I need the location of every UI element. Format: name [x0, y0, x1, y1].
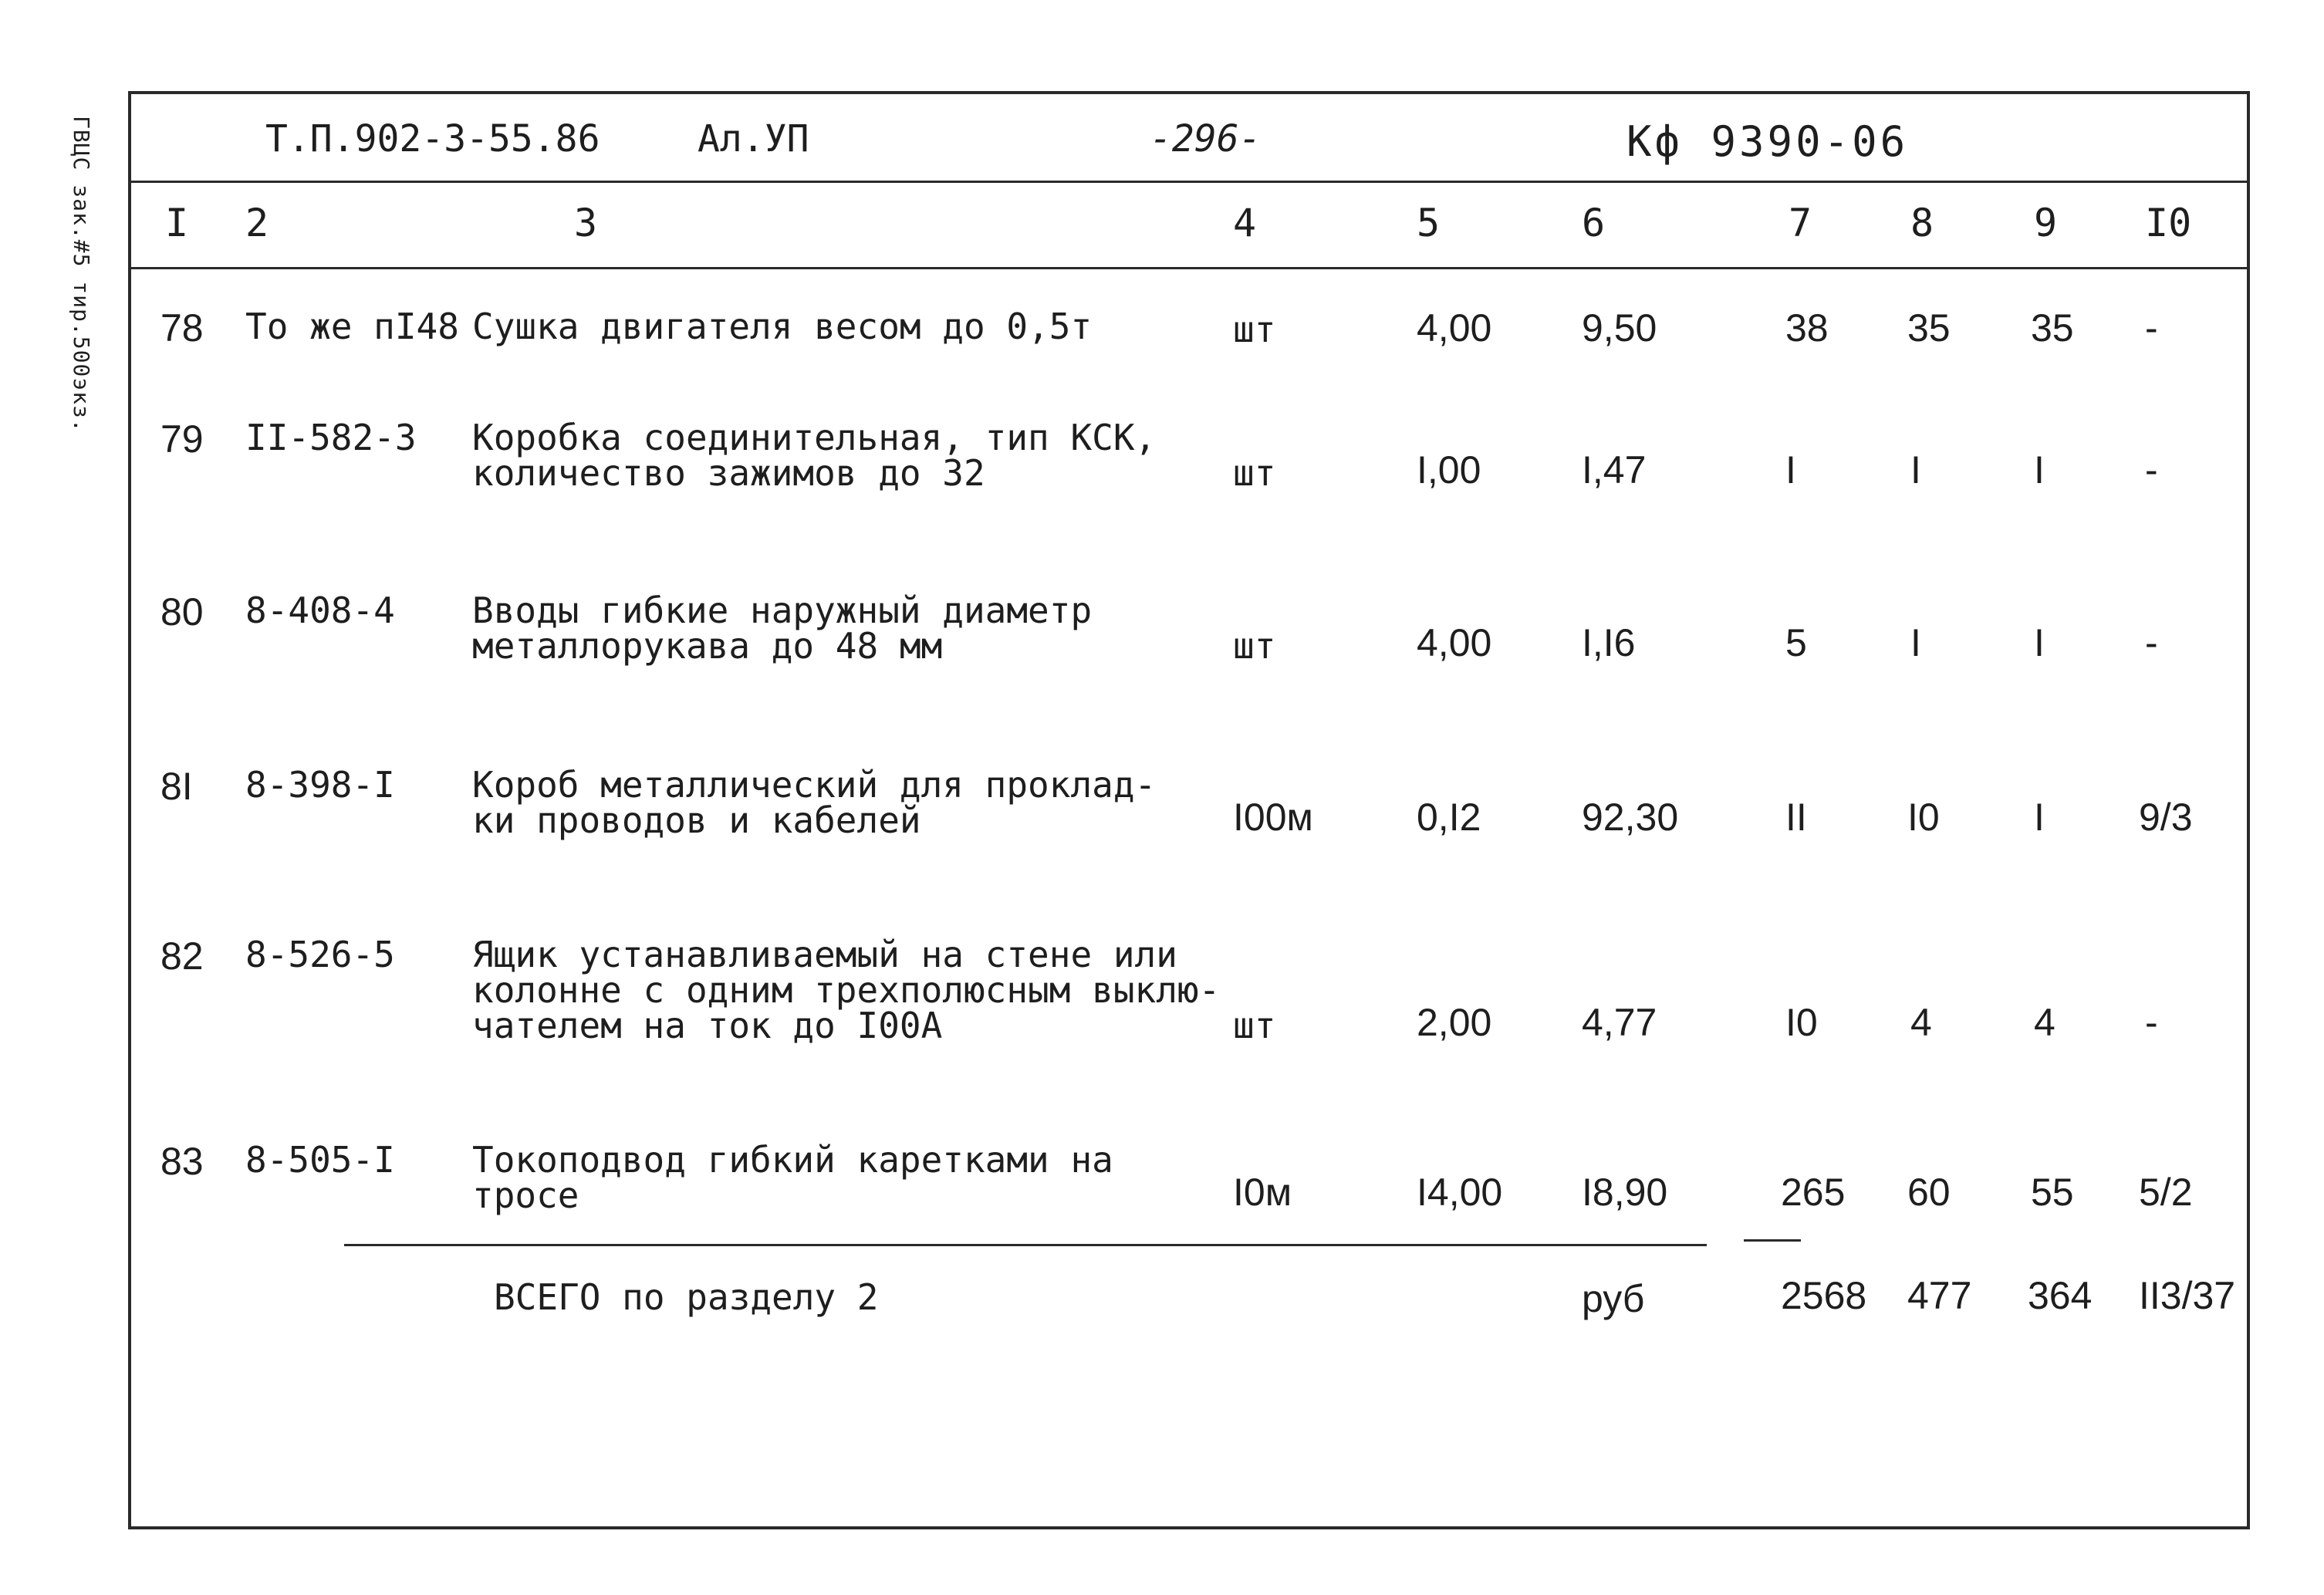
row-82-desc-line-1: Ящик устанавливаемый на стене или: [472, 934, 1177, 975]
row-83-desc-line-2: тросе: [472, 1174, 579, 1216]
row-79-desc-line-1: Коробка соединительная, тип КСК,: [472, 417, 1157, 458]
row-78-number: 78: [160, 306, 204, 350]
row-83-col10: 5/2: [2139, 1171, 2193, 1214]
total-col10: II3/37: [2139, 1274, 2236, 1317]
row-80-col10: -: [2145, 621, 2158, 664]
row-80-unit: шт: [1233, 625, 1276, 667]
row-82-qty: 2,00: [1417, 1001, 1492, 1044]
row-81-col8: I0: [1907, 796, 1940, 839]
row-80-col7: 5: [1785, 621, 1807, 664]
col-header-10: I0: [2145, 201, 2192, 245]
row-82-desc-line-2: колонне с одним трехполюсным выклю-: [472, 969, 1221, 1011]
row-82-price: 4,77: [1582, 1001, 1657, 1044]
row-81-col7: II: [1785, 796, 1807, 839]
col-header-9: 9: [2034, 201, 2058, 245]
row-78-code: То же пI48: [245, 306, 459, 347]
row-83-qty: I4,00: [1417, 1171, 1503, 1214]
side-stamp-text: ГВЦС зак.#5 тир.500экз.: [69, 116, 94, 433]
row-78-col7: 38: [1785, 306, 1829, 350]
row-81-col10: 9/3: [2139, 796, 2193, 839]
row-78-desc-line-1: Сушка двигателя весом до 0,5т: [472, 306, 1093, 347]
page-number: -296-: [1150, 117, 1262, 161]
project-number: Т.П.902-3-55.86: [265, 117, 600, 161]
row-78-qty: 4,00: [1417, 306, 1492, 350]
row-79-number: 79: [160, 417, 204, 461]
side-stamp: [60, 116, 106, 517]
header-divider: [131, 181, 2247, 183]
row-78-unit: шт: [1233, 309, 1276, 350]
row-81-desc-line-1: Короб металлический для проклад-: [472, 764, 1157, 806]
col-header-7: 7: [1789, 201, 1812, 245]
row-81-price: 92,30: [1582, 796, 1679, 839]
row-82-col9: 4: [2034, 1001, 2055, 1044]
total-divider-short: [1744, 1239, 1801, 1242]
row-80-desc-line-1: Вводы гибкие наружный диаметр: [472, 590, 1093, 631]
row-81-unit: I00м: [1233, 796, 1313, 839]
total-divider: [344, 1244, 1707, 1246]
row-83-price: I8,90: [1582, 1171, 1668, 1214]
col-header-3: 3: [574, 201, 598, 245]
col-header-5: 5: [1417, 201, 1441, 245]
row-82-col8: 4: [1910, 1001, 1932, 1044]
row-82-code: 8-526-5: [245, 934, 395, 975]
row-83-code: 8-505-I: [245, 1139, 395, 1181]
row-78-price: 9,50: [1582, 306, 1657, 350]
row-79-price: I,47: [1582, 448, 1647, 492]
row-80-qty: 4,00: [1417, 621, 1492, 664]
row-80-price: I,I6: [1582, 621, 1636, 664]
col-header-6: 6: [1582, 201, 1606, 245]
row-81-col9: I: [2034, 796, 2045, 839]
col-header-1: I: [165, 201, 189, 245]
row-79-col7: I: [1785, 448, 1796, 492]
row-81-qty: 0,I2: [1417, 796, 1481, 839]
row-83-col9: 55: [2031, 1171, 2074, 1214]
col-header-2: 2: [245, 201, 269, 245]
row-79-code: II-582-3: [245, 417, 417, 458]
album-label: Ал.УП: [698, 117, 809, 161]
row-79-unit: шт: [1233, 452, 1276, 494]
col-header-8: 8: [1910, 201, 1934, 245]
total-col7: 2568: [1781, 1274, 1867, 1317]
row-83-desc-line-1: Токоподвод гибкий каретками на: [472, 1139, 1113, 1181]
row-80-col9: I: [2034, 621, 2045, 664]
row-78-col9: 35: [2031, 306, 2074, 350]
row-79-desc-line-2: количество зажимов до 32: [472, 452, 985, 494]
row-81-code: 8-398-I: [245, 764, 395, 806]
document-code: Кф 9390-06: [1626, 117, 1909, 166]
row-83-col7: 265: [1781, 1171, 1846, 1214]
row-81-number: 8I: [160, 765, 193, 808]
col-header-4: 4: [1233, 201, 1257, 245]
total-unit: руб: [1582, 1277, 1645, 1320]
row-80-number: 80: [160, 590, 204, 634]
row-78-col10: -: [2145, 306, 2158, 350]
row-81-desc-line-2: ки проводов и кабелей: [472, 799, 921, 841]
row-82-number: 82: [160, 934, 204, 978]
row-82-col10: -: [2145, 1001, 2158, 1044]
row-80-desc-line-2: металлорукава до 48 мм: [472, 625, 943, 667]
row-83-col8: 60: [1907, 1171, 1951, 1214]
total-col8: 477: [1907, 1274, 1972, 1317]
row-82-col7: I0: [1785, 1001, 1818, 1044]
row-80-code: 8-408-4: [245, 590, 395, 631]
row-83-unit: I0м: [1233, 1171, 1292, 1214]
total-label: ВСЕГО по разделу 2: [494, 1276, 879, 1318]
row-79-col9: I: [2034, 448, 2045, 492]
row-79-col8: I: [1910, 448, 1921, 492]
row-80-col8: I: [1910, 621, 1921, 664]
row-78-col8: 35: [1907, 306, 1951, 350]
column-header-divider: [131, 267, 2247, 269]
total-col9: 364: [2028, 1274, 2093, 1317]
row-82-desc-line-3: чателем на ток до I00А: [472, 1005, 943, 1046]
row-82-unit: шт: [1233, 1005, 1276, 1046]
row-83-number: 83: [160, 1140, 204, 1183]
row-79-col10: -: [2145, 448, 2158, 492]
row-79-qty: I,00: [1417, 448, 1481, 492]
